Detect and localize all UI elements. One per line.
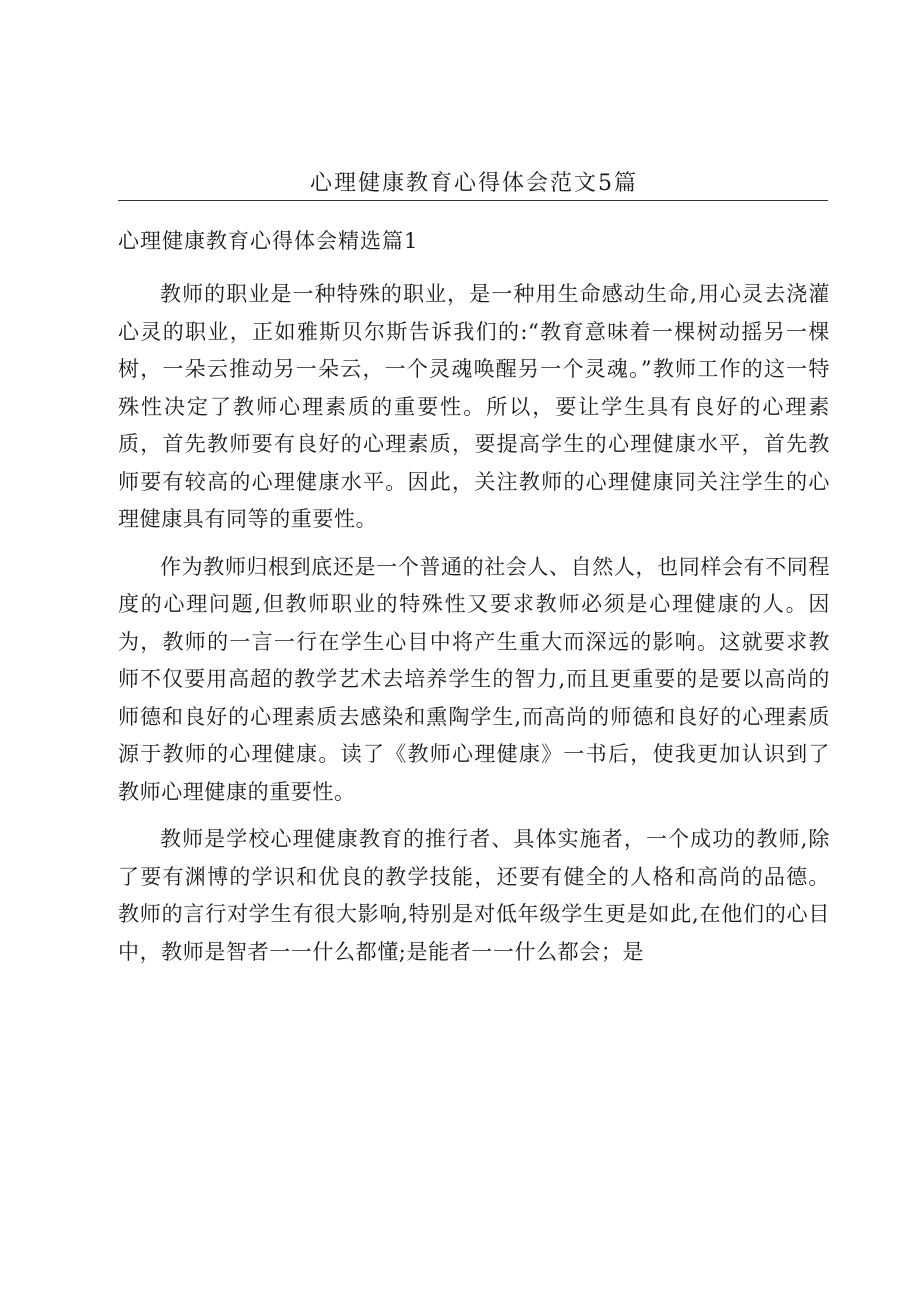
section-heading: 心理健康教育心得体会精选篇1: [118, 229, 419, 253]
title-underline: [118, 200, 828, 201]
paragraph-1: 教师的职业是一种特殊的职业，是一种用生命感动生命,用心灵去浇灌心灵的职业，正如雅斯贝尔斯告诉我们的:“教育意味着一棵树动摇另一棵树，一朵云推动另一朵云，一个灵魂唤醒另一个灵魂。”教师工作的这一特殊性决定了教师心理素质的重要性。所以，要让学生具有良好的心理素质，首先教师要有良好的心理素质，要提高学生的心理健康水平，首先教师要有较高的心理健康水平。因此，关注教师的心理健康同关注学生的心理健康具有同等的重要性。: [118, 282, 830, 531]
paragraph-2: 作为教师归根到底还是一个普通的社会人、自然人，也同样会有不同程度的心理问题,但教师职业的特殊性又要求教师必须是心理健康的人。因为，教师的一言一行在学生心目中将产生重大而深远的影响。这就要求教师不仅要用高超的教学艺术去培养学生的智力,而且更重要的是要以高尚的师德和良好的心理素质去感染和熏陶学生,而高尚的师德和良好的心理素质源于教师的心理健康。读了《教师心理健康》一书后，使我更加认识到了教师心理健康的重要性。: [118, 554, 830, 804]
document-body: [118, 276, 830, 971]
document-title: 心理健康教育心得体会范文5篇: [310, 171, 638, 196]
paragraph-3: 教师是学校心理健康教育的推行者、具体实施者，一个成功的教师,除了要有渊博的学识和优良的教学技能，还要有健全的人格和高尚的品德。教师的言行对学生有很大影响,特别是对低年级学生更是如此,在他们的心目中，教师是智者一一什么都懂;是能者一一什么都会；是: [118, 827, 830, 964]
